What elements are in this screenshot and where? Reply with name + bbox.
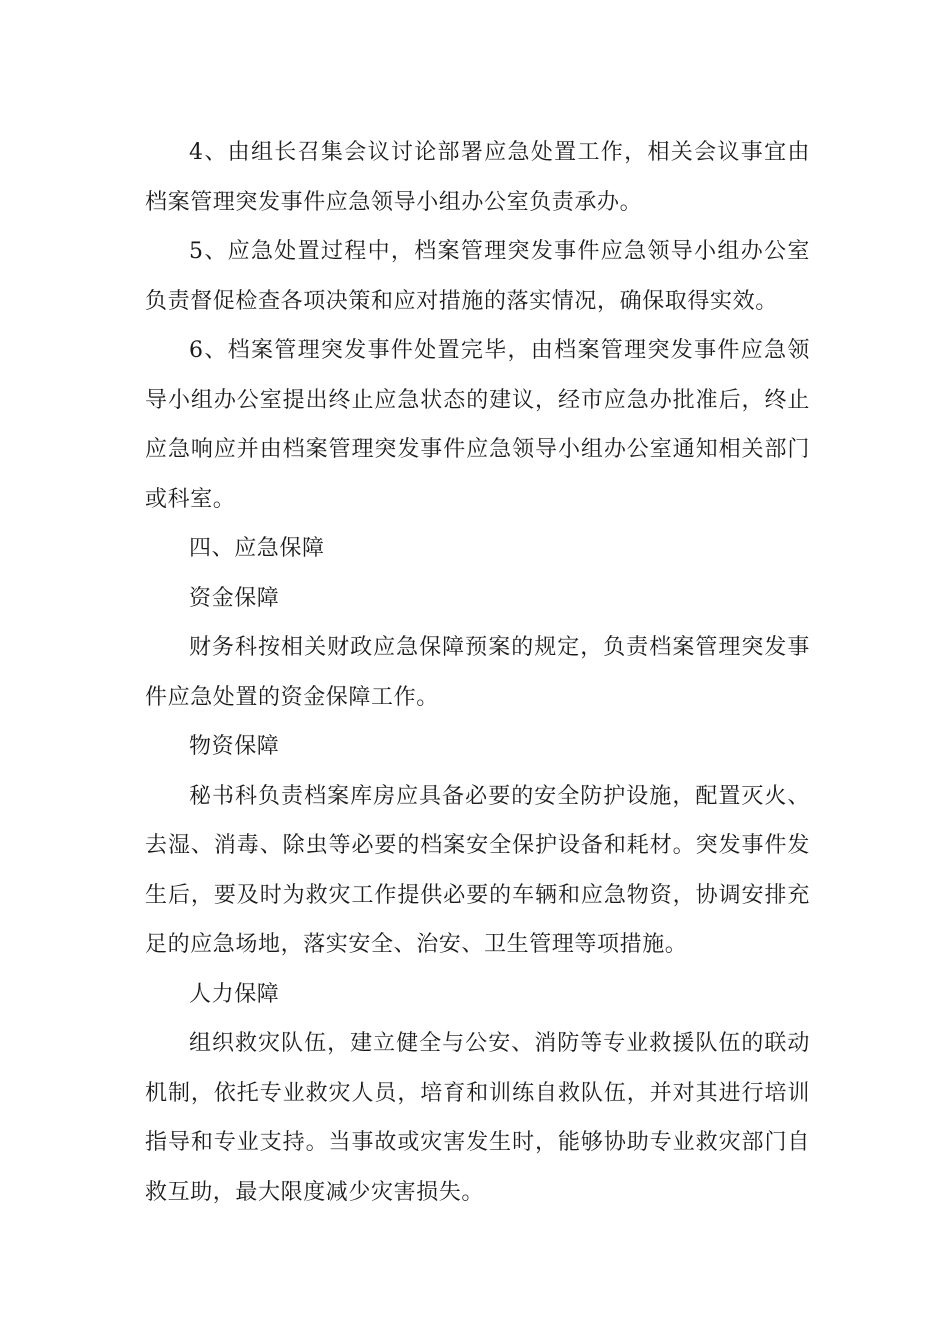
subheading-fund-support: 资金保障 — [189, 585, 280, 611]
paragraph-item-6: 6、档案管理突发事件处置完毕，由档案管理突发事件应急领导小组办公室提出终止应急状态的建议，经市应急办批准后，终止应急响应并由档案管理突发事件应急领导小组办公室通知相关部门或科室。 — [145, 338, 810, 512]
document-body — [145, 128, 810, 1217]
paragraph-fund-support: 财务科按相关财政应急保障预案的规定，负责档案管理突发事件应急处置的资金保障工作。 — [145, 635, 810, 710]
paragraph-item-4: 4、由组长召集会议讨论部署应急处置工作，相关会议事宜由档案管理突发事件应急领导小组办公室负责承办。 — [145, 140, 810, 215]
paragraph-item-5: 5、应急处置过程中，档案管理突发事件应急领导小组办公室负责督促检查各项决策和应对措施的落实情况，确保取得实效。 — [145, 239, 810, 314]
paragraph-human-support: 组织救灾队伍，建立健全与公安、消防等专业救援队伍的联动机制，依托专业救灾人员，培育和训练自救队伍，并对其进行培训指导和专业支持。当事故或灾害发生时，能够协助专业救灾部门自救互助，最大限度减少灾害损失。 — [145, 1031, 810, 1205]
subheading-material-support: 物资保障 — [189, 734, 280, 759]
subheading-human-support: 人力保障 — [189, 981, 280, 1007]
paragraph-material-support: 秘书科负责档案库房应具备必要的安全防护设施，配置灭火、去湿、消毒、除虫等必要的档案安全保护设备和耗材。突发事件发生后，要及时为救灾工作提供必要的车辆和应急物资，协调安排充足的应急场地，落实安全、治安、卫生管理等项措施。 — [145, 783, 810, 957]
section-heading-emergency-support: 四、应急保障 — [189, 536, 325, 561]
